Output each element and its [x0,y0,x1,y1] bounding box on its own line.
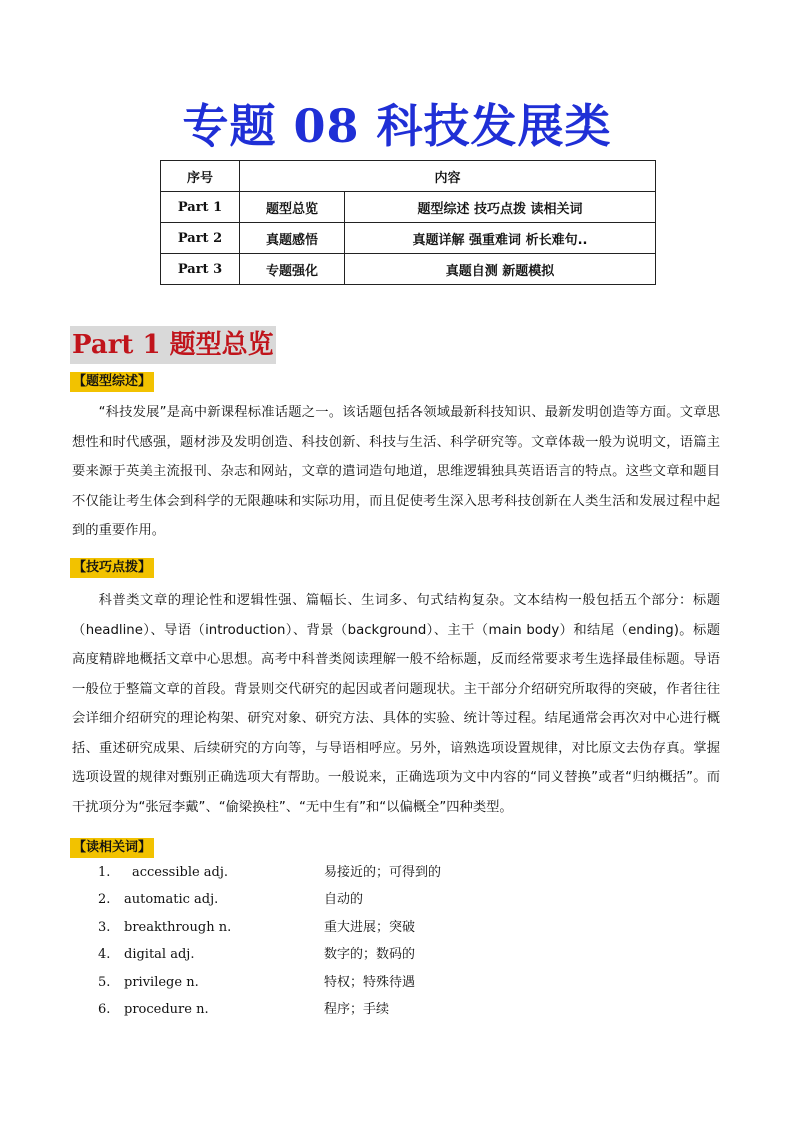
vocab-word: procedure n. [124,1001,209,1017]
vocab-number: 5. [98,974,111,990]
table-cell-content: 题型综述 技巧点拨 读相关词 [345,192,656,223]
contents-table [160,160,656,285]
table-cell-content: 真题详解 强重难词 析长难句.. [345,223,656,254]
list-item [98,862,598,889]
vocab-word: accessible adj. [132,865,229,880]
list-item [98,972,598,999]
table-header-row [161,161,656,192]
vocab-number: 4. [98,947,111,963]
skills-tag: 【技巧点拨】 [70,558,154,578]
overview-tag: 【题型综述】 [70,372,154,392]
table-cell-section: 专题强化 [240,254,345,285]
vocab-meaning: 自动的 [324,892,364,908]
list-item [98,944,598,971]
skills-paragraph: 科普类文章的理论性和逻辑性强、篇幅长、生词多、句式结构复杂。文本结构一般包括五个部分：标题（headline）、导语（introduction）、背景（background）、主干（main body）和结尾（ending)。标题高度精辟地概括文章中心思想。高考中科普类阅读理解一般不给标题，反而经常要求考生选择最佳标题。导语一般位于整篇文章的首段。背景则交代研究的起因或者问题现状。主干部分介绍研究所取得的突破，作者往往会详细介绍研究的理论构架、研究对象、研究方法、具体的实验、统计等过程。结尾通常会再次对中心进行概括、重述研究成果、后续研究的方向等，与导语相呼应。另外，谙熟选项设置规律，对比原文去伪存真。掌握选项设置的规律对甄别正确选项大有帮助。一般说来，正确选项为文中内容的“同义替换”或者“归纳概括”。而干扰项分为“张冠李戴”、“偷梁换柱”、“无中生有”和“以偏概全”四种类型。 [72,593,720,815]
table-row [161,223,656,254]
vocab-meaning: 程序；手续 [324,1001,390,1017]
vocab-word: automatic adj. [124,892,219,908]
table-cell-section: 真题感悟 [240,223,345,254]
document-title: 专题 08 科技发展类 [182,99,612,153]
vocab-list [98,862,598,1026]
vocab-meaning: 数字的；数码的 [324,947,416,963]
vocab-meaning: 特权；特殊待遇 [324,974,416,990]
table-header-content: 内容 [240,161,656,192]
vocab-number: 1. [98,865,111,880]
vocab-number: 3. [98,919,111,935]
vocab-number: 2. [98,892,111,908]
table-row [161,254,656,285]
table-cell-part: Part 2 [161,223,240,254]
table-cell-content: 真题自测 新题模拟 [345,254,656,285]
vocab-word: privilege n. [124,974,199,990]
list-item [98,999,598,1026]
part1-heading [70,326,276,364]
list-item [98,889,598,916]
part1-heading-text: Part 1 题型总览 [70,326,276,364]
vocab-word: digital adj. [124,947,195,963]
table-cell-part: Part 3 [161,254,240,285]
vocab-word: breakthrough n. [124,919,232,935]
vocab-meaning: 易接近的；可得到的 [324,865,442,880]
vocab-meaning: 重大进展；突破 [324,919,416,935]
table-cell-part: Part 1 [161,192,240,223]
overview-paragraph: “科技发展”是高中新课程标准话题之一。该话题包括各领域最新科技知识、最新发明创造等方面。文章思想性和时代感强，题材涉及发明创造、科技创新、科技与生活、科学研究等。文章体裁一般为说明文，语篇主要来源于英美主流报刊、杂志和网站，文章的遣词造句地道，思维逻辑独具英语语言的特点。这些文章和题目不仅能让考生体会到科学的无限趣味和实际功用，而且促使考生深入思考科技创新在人类生活和发展过程中起到的重要作用。 [72,405,720,538]
table-cell-section: 题型总览 [240,192,345,223]
vocab-number: 6. [98,1001,111,1017]
list-item [98,917,598,944]
vocab-tag: 【读相关词】 [70,838,154,858]
table-row [161,192,656,223]
table-header-number: 序号 [161,161,240,192]
